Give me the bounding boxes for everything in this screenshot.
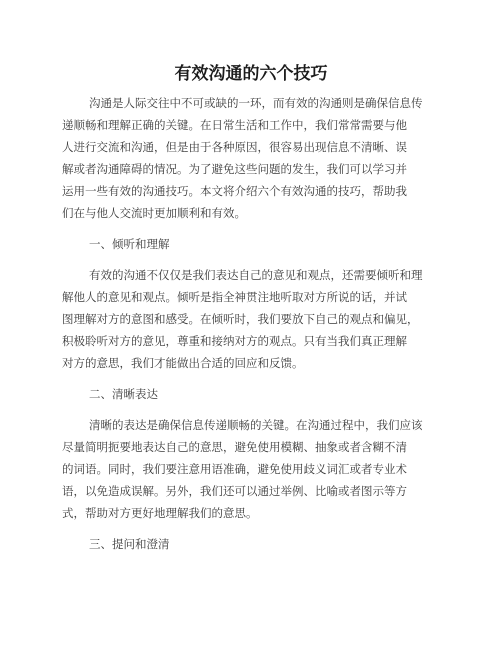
paragraph-line: 对方的意思，我们才能做出合适的回应和反馈。 [62,356,304,370]
section-heading: 二、清晰表达 [89,387,158,401]
intro-line: 运用一些有效的沟通技巧。本文将介绍六个有效沟通的技巧，帮助我 [62,184,407,198]
paragraph-line: 解他人的意见和观点。倾听是指全神贯注地听取对方所说的话，并试 [62,290,407,304]
intro-line: 人进行交流和沟通，但是由于各种原因，很容易出现信息不清晰、误 [62,140,407,154]
section-heading: 一、倾听和理解 [89,237,170,251]
intro-line: 沟通是人际交往中不可或缺的一环，而有效的沟通则是确保信息传 [89,96,423,110]
page-title: 有效沟通的六个技巧 [174,64,328,84]
intro-line: 递顺畅和理解正确的关键。在日常生活和工作中，我们常常需要与他 [62,118,407,132]
paragraph-line: 语，以免造成误解。另外，我们还可以通过举例、比喻或者图示等方 [62,484,407,498]
paragraph-line: 清晰的表达是确保信息传递顺畅的关键。在沟通过程中，我们应该 [89,418,423,432]
paragraph-line: 图理解对方的意图和感受。在倾听时，我们要放下自己的观点和偏见， [62,312,419,326]
intro-line: 解或者沟通障碍的情况。为了避免这些问题的发生，我们可以学习并 [62,162,407,176]
section-heading: 三、提问和澄清 [89,537,170,551]
paragraph-line: 尽量简明扼要地表达自己的意思，避免使用模糊、抽象或者含糊不清 [62,440,407,454]
intro-line: 们在与他人交流时更加顺利和有效。 [62,206,246,220]
paragraph-line: 式，帮助对方更好地理解我们的意思。 [62,506,258,520]
paragraph-line: 的词语。同时，我们要注意用语准确，避免使用歧义词汇或者专业术 [62,462,407,476]
paragraph-line: 有效的沟通不仅仅是我们表达自己的意见和观点，还需要倾听和理 [89,268,423,282]
paragraph-line: 积极聆听对方的意见，尊重和接纳对方的观点。只有当我们真正理解 [62,334,407,348]
